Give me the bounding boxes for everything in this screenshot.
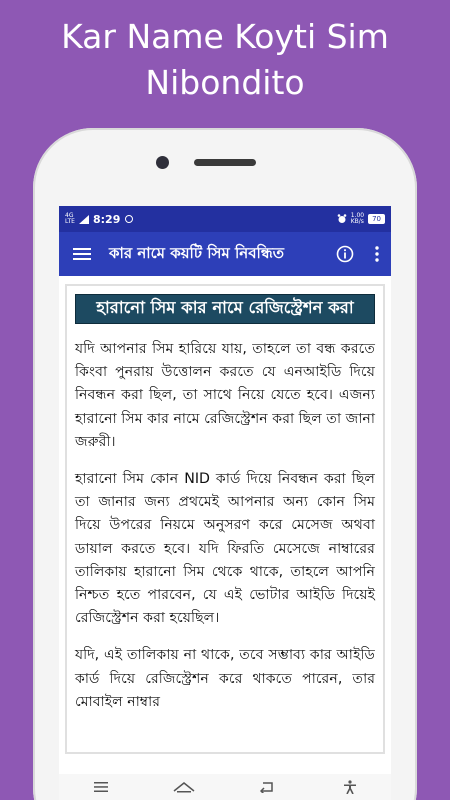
menu-button[interactable] bbox=[59, 232, 105, 276]
status-bar bbox=[59, 206, 391, 232]
promo-title-line2: Nibondito bbox=[145, 63, 305, 102]
hamburger-icon bbox=[73, 247, 91, 261]
front-camera bbox=[156, 156, 169, 169]
article-heading: হারানো সিম কার নামে রেজিস্ট্রেশন করা bbox=[75, 294, 375, 324]
promo-title-line1: Kar Name Koyti Sim bbox=[61, 17, 389, 56]
network-type: 4G bbox=[65, 212, 74, 219]
speed-value: 1.00 bbox=[350, 212, 365, 219]
earpiece-speaker bbox=[194, 159, 256, 166]
home-button[interactable] bbox=[169, 775, 199, 799]
article-paragraph-3: যদি, এই তালিকায় না থাকে, তবে সম্ভাব্য কার আইডি কার্ড দিয়ে রেজিস্ট্রেশন করে থাকতে পারেন, তার মোবাইল নাম্বার bbox=[75, 647, 375, 710]
more-options-button[interactable] bbox=[363, 232, 391, 276]
phone-screen bbox=[59, 206, 391, 800]
network-indicator bbox=[65, 213, 75, 225]
network-speed bbox=[351, 213, 364, 225]
article-paragraph-1: যদি আপনার সিম হারিয়ে যায়, তাহলে তা বন্ধ করতে কিংবা পুনরায় উত্তোলন করতে যে এনআইডি দিয়ে নিবন্ধন করা ছিল, তা সাথে নিয়ে যেতে হবে। এজন্য হারানো সিম কার নামে রেজিস্ট্রেশন করা ছিল তা জানা জরুরী। bbox=[75, 341, 376, 450]
back-icon bbox=[260, 781, 274, 793]
article-content[interactable] bbox=[65, 284, 385, 754]
status-time: 8:29 bbox=[92, 212, 121, 226]
recent-apps-button[interactable] bbox=[86, 775, 116, 799]
battery-icon: 70 bbox=[368, 214, 385, 224]
system-nav-bar bbox=[59, 774, 391, 800]
info-button[interactable] bbox=[327, 232, 363, 276]
article-paragraph-2: হারানো সিম কোন NID কার্ড দিয়ে নিবন্ধন করা ছিল তা জানার জন্য প্রথমেই আপনার অন্য কোন সিম দিয়ে উপরের নিয়মে অনুসরণ করে মেসেজ অথবা ডায়াল করতে হবে। যদি ফিরতি মেসেজে নাম্বারের তালিকায় হারানো সিম থেকে থাকে, তাহলে আপনি নিশ্চত হতে পারবেন, যে এই ভোটার আইডি দিয়েই রেজিস্ট্রেশন করা হয়েছিল। bbox=[75, 471, 375, 627]
home-icon bbox=[173, 781, 195, 793]
speed-unit: KB/s bbox=[350, 218, 364, 225]
network-subtype: LTE bbox=[65, 218, 75, 225]
app-title: কার নামে কয়টি সিম নিবন্ধিত bbox=[109, 243, 284, 262]
alarm-icon bbox=[337, 214, 347, 224]
more-vertical-icon bbox=[375, 246, 379, 262]
notification-icon bbox=[124, 214, 134, 224]
app-bar bbox=[59, 232, 391, 276]
signal-icon bbox=[79, 215, 89, 224]
menu-lines-icon bbox=[94, 781, 108, 793]
accessibility-button[interactable] bbox=[335, 775, 365, 799]
promo-title bbox=[0, 14, 450, 106]
accessibility-icon bbox=[344, 780, 356, 794]
info-icon bbox=[336, 245, 354, 263]
back-button[interactable] bbox=[252, 775, 282, 799]
